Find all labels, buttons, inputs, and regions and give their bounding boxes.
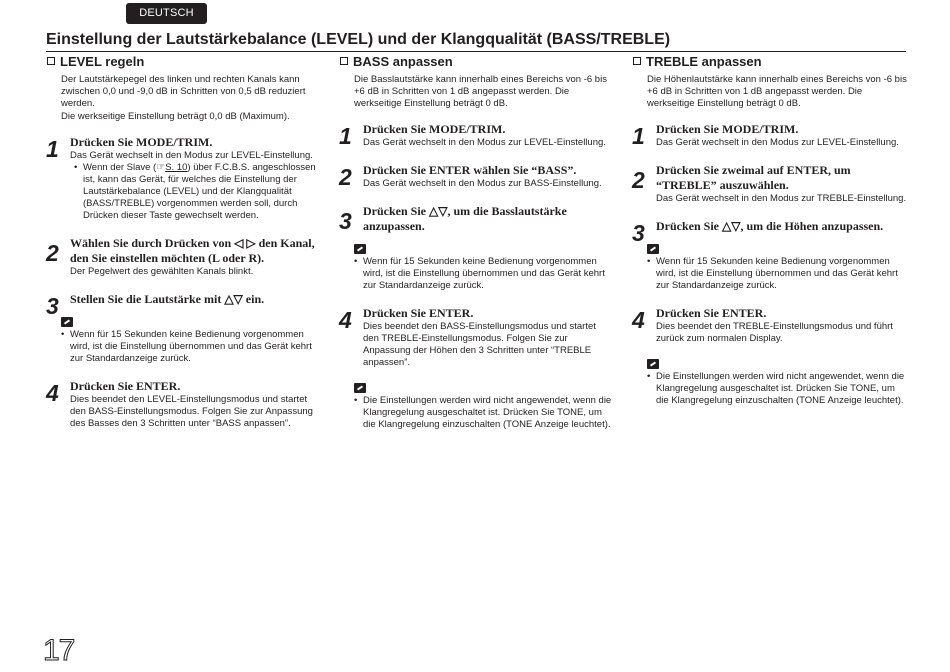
step-number: 3 <box>46 293 59 319</box>
pencil-note-icon <box>647 359 659 369</box>
step-description: Das Gerät wechselt in den Modus zur BASS-Einstellung. <box>363 178 602 189</box>
bass-step-1 <box>338 122 613 149</box>
step-heading: Drücken Sie ENTER. <box>363 306 474 320</box>
step-number: 4 <box>632 307 645 333</box>
page-reference-icon: ☞ <box>156 162 166 173</box>
step-description: Das Gerät wechselt in den Modus zur TREBLE-Einstellung. <box>656 193 907 204</box>
step-heading: Drücken Sie △▽, um die Basslautstärke anzupassen. <box>363 204 567 233</box>
step-heading: Drücken Sie MODE/TRIM. <box>70 135 213 149</box>
page-reference-link[interactable]: S. 10 <box>165 162 188 173</box>
treble-section <box>631 54 909 407</box>
step-heading: Drücken Sie ENTER. <box>70 379 181 393</box>
language-tab[interactable]: DEUTSCH <box>126 3 207 24</box>
bass-heading-text: BASS anpassen <box>353 54 453 69</box>
step-description: Dies beendet den LEVEL-Einstellungsmodus und startet den BASS-Einstellungsmodus. Folgen Sie zur Anpassung des Basses den 3 Schritten unter “BASS anpassen”. <box>70 394 313 429</box>
level-step-1-bullet <box>74 162 320 222</box>
treble-step-2 <box>631 163 909 205</box>
pencil-note-icon <box>354 244 366 254</box>
level-step-3 <box>45 292 320 319</box>
step-number: 2 <box>632 167 645 193</box>
step-description: Das Gerät wechselt in den Modus zur LEVEL-Einstellung. <box>363 137 606 148</box>
treble-note-1 <box>631 244 909 292</box>
level-intro <box>61 74 320 123</box>
page-title: Einstellung der Lautstärkebalance (LEVEL) und der Klangqualität (BASS/TREBLE) <box>46 31 671 48</box>
step-heading: Drücken Sie MODE/TRIM. <box>656 122 799 136</box>
note-text: • Wenn für 15 Sekunden keine Bedienung vorgenommen wird, ist die Einstellung übernommen und das Gerät kehrt zur Standardanzeige zurück. <box>647 256 909 292</box>
bass-intro: Die Basslautstärke kann innerhalb eines Bereichs von -6 bis +6 dB in Schritten von 1 dB angepasst werden. Die werkseitige Einstellung beträgt 0 dB. <box>354 74 607 109</box>
bass-section <box>338 54 613 431</box>
bullet-text-end: ) über F.C.B.S. angeschlossen ist, kann das Gerät, für welches die Einstellung der Lautstärkebalance (LEVEL) und der Klangqualität (BASS/TREBLE) vorgenommen werden soll, durch Drücken dieser Taste gewechselt werden. <box>83 162 316 221</box>
level-step-2 <box>45 236 320 278</box>
step-number: 1 <box>46 136 59 162</box>
step-number: 1 <box>339 123 352 149</box>
bullet-text-start: Wenn der Slave ( <box>83 162 157 173</box>
level-intro-default: Die werkseitige Einstellung beträgt 0,0 dB (Maximum). <box>61 111 290 122</box>
pencil-note-icon <box>647 244 659 254</box>
level-note <box>45 317 320 365</box>
level-step-4 <box>45 379 320 430</box>
step-heading: Drücken Sie zweimal auf ENTER, um “TREBLE” auszuwählen. <box>656 163 851 192</box>
step-number: 4 <box>339 307 352 333</box>
bass-step-3 <box>338 204 613 234</box>
step-description: Der Pegelwert des gewählten Kanals blinkt. <box>70 266 254 277</box>
checkbox-bullet-icon <box>47 57 55 65</box>
pencil-note-icon <box>354 383 366 393</box>
step-heading: Drücken Sie △▽, um die Höhen anzupassen. <box>656 219 884 233</box>
note-text: • Die Einstellungen werden wird nicht angewendet, wenn die Klangregelung ausgeschaltet ist. Drücken Sie TONE, um die Klangregelung einzuschalten (TONE Anzeige leuchtet). <box>647 371 909 407</box>
note-text: • Die Einstellungen werden wird nicht angewendet, wenn die Klangregelung ausgeschaltet ist. Drücken Sie TONE, um die Klangregelung einzuschalten (TONE Anzeige leuchtet). <box>354 395 613 431</box>
step-heading: Stellen Sie die Lautstärke mit △▽ ein. <box>70 292 265 306</box>
checkbox-bullet-icon <box>633 57 641 65</box>
bass-heading <box>338 54 613 74</box>
treble-step-1 <box>631 122 909 149</box>
pencil-note-icon <box>61 317 73 327</box>
step-heading: Wählen Sie durch Drücken von ◁ ▷ den Kanal, den Sie einstellen möchten (L oder R). <box>70 236 315 265</box>
bass-note-1 <box>338 244 613 292</box>
bass-step-4 <box>338 306 613 369</box>
bass-note-2 <box>338 383 613 431</box>
treble-heading-text: TREBLE anpassen <box>646 54 762 69</box>
step-number: 2 <box>46 240 59 266</box>
step-number: 4 <box>46 380 59 406</box>
page-number: 17 <box>43 634 75 667</box>
bass-step-2 <box>338 163 613 190</box>
level-heading-text: LEVEL regeln <box>60 54 145 69</box>
step-heading: Drücken Sie MODE/TRIM. <box>363 122 506 136</box>
treble-note-2 <box>631 359 909 407</box>
note-text: • Wenn für 15 Sekunden keine Bedienung vorgenommen wird, ist die Einstellung übernommen und das Gerät kehrt zur Standardanzeige zurück. <box>354 256 613 292</box>
step-number: 2 <box>339 164 352 190</box>
treble-heading <box>631 54 909 74</box>
step-heading: Drücken Sie ENTER. <box>656 306 767 320</box>
treble-step-4 <box>631 306 909 345</box>
level-intro-range: Der Lautstärkepegel des linken und rechten Kanals kann zwischen 0,0 und -9,0 dB in Schritten von 0,5 dB reduziert werden. <box>61 74 306 109</box>
note-text: • Wenn für 15 Sekunden keine Bedienung vorgenommen wird, ist die Einstellung übernommen und das Gerät kehrt zur Standardanzeige zurück. <box>61 329 320 365</box>
step-description: Dies beendet den TREBLE-Einstellungsmodus und führt zurück zum normalen Display. <box>656 321 893 344</box>
level-heading <box>45 54 320 74</box>
step-number: 3 <box>632 220 645 246</box>
step-number: 1 <box>632 123 645 149</box>
step-heading: Drücken Sie ENTER wählen Sie “BASS”. <box>363 163 577 177</box>
treble-intro: Die Höhenlautstärke kann innerhalb eines Bereichs von -6 bis +6 dB in Schritten von 1 dB angepasst werden. Die werkseitige Einstellung beträgt 0 dB. <box>647 74 907 109</box>
step-number: 3 <box>339 208 352 234</box>
level-section <box>45 54 320 430</box>
checkbox-bullet-icon <box>340 57 348 65</box>
step-description: Das Gerät wechselt in den Modus zur LEVEL-Einstellung. <box>656 137 899 148</box>
title-divider <box>46 51 906 52</box>
step-description: Das Gerät wechselt in den Modus zur LEVEL-Einstellung. <box>70 150 313 161</box>
treble-step-3 <box>631 219 909 246</box>
step-description: Dies beendet den BASS-Einstellungsmodus und startet den TREBLE-Einstellungsmodus. Folgen Sie zur Anpassung der Höhen den 3 Schritten unter “TREBLE anpassen”. <box>363 321 596 368</box>
level-step-1 <box>45 135 320 222</box>
